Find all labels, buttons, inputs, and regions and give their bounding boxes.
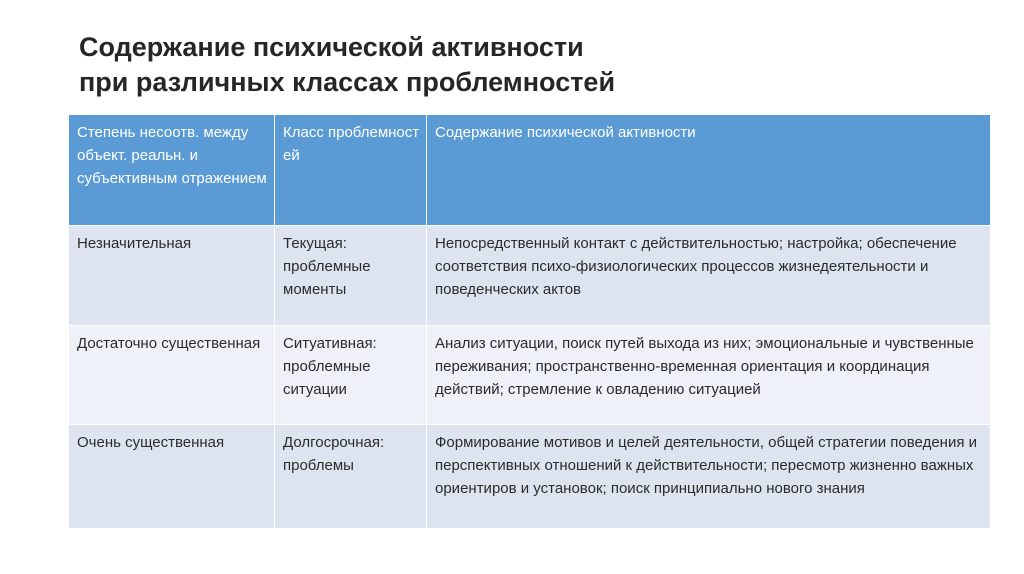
table-row [69,226,991,326]
problem-classes-table [68,114,991,529]
slide-title-line-1: Содержание психической активности [79,32,584,62]
table-row [69,326,991,425]
header-degree-label: Степень несоотв. между объект. реальн. и субъективным отражением [77,124,267,187]
slide-title [79,30,979,100]
header-class-label: Класс проблемност ей [283,124,420,164]
cell-class: Текущая: проблемные моменты [275,226,427,326]
header-class [275,115,427,226]
header-content-label: Содержание психической активности [435,124,696,141]
cell-degree: Незначительная [69,226,275,326]
table-body [69,226,991,529]
cell-degree: Достаточно существенная [69,326,275,425]
table-header [69,115,991,226]
table-header-row [69,115,991,226]
header-content [427,115,991,226]
table-row [69,425,991,529]
cell-class: Ситуативная: проблемные ситуации [275,326,427,425]
cell-content: Анализ ситуации, поиск путей выхода из них; эмоциональные и чувственные переживания; пространственно-временная ориентация и координация действий; стремление к овладению ситуацией [427,326,991,425]
cell-class: Долгосрочная: проблемы [275,425,427,529]
cell-content: Непосредственный контакт с действительностью; настройка; обеспечение соответствия психо-физиологических процессов жизнедеятельности и поведенческих актов [427,226,991,326]
cell-content: Формирование мотивов и целей деятельности, общей стратегии поведения и перспективных отношений к действительности; пересмотр жизненно важных ориентиров и установок; поиск принципиально нового знания [427,425,991,529]
slide-title-line-2: при различных классах проблемностей [79,67,616,97]
cell-degree: Очень существенная [69,425,275,529]
header-degree [69,115,275,226]
